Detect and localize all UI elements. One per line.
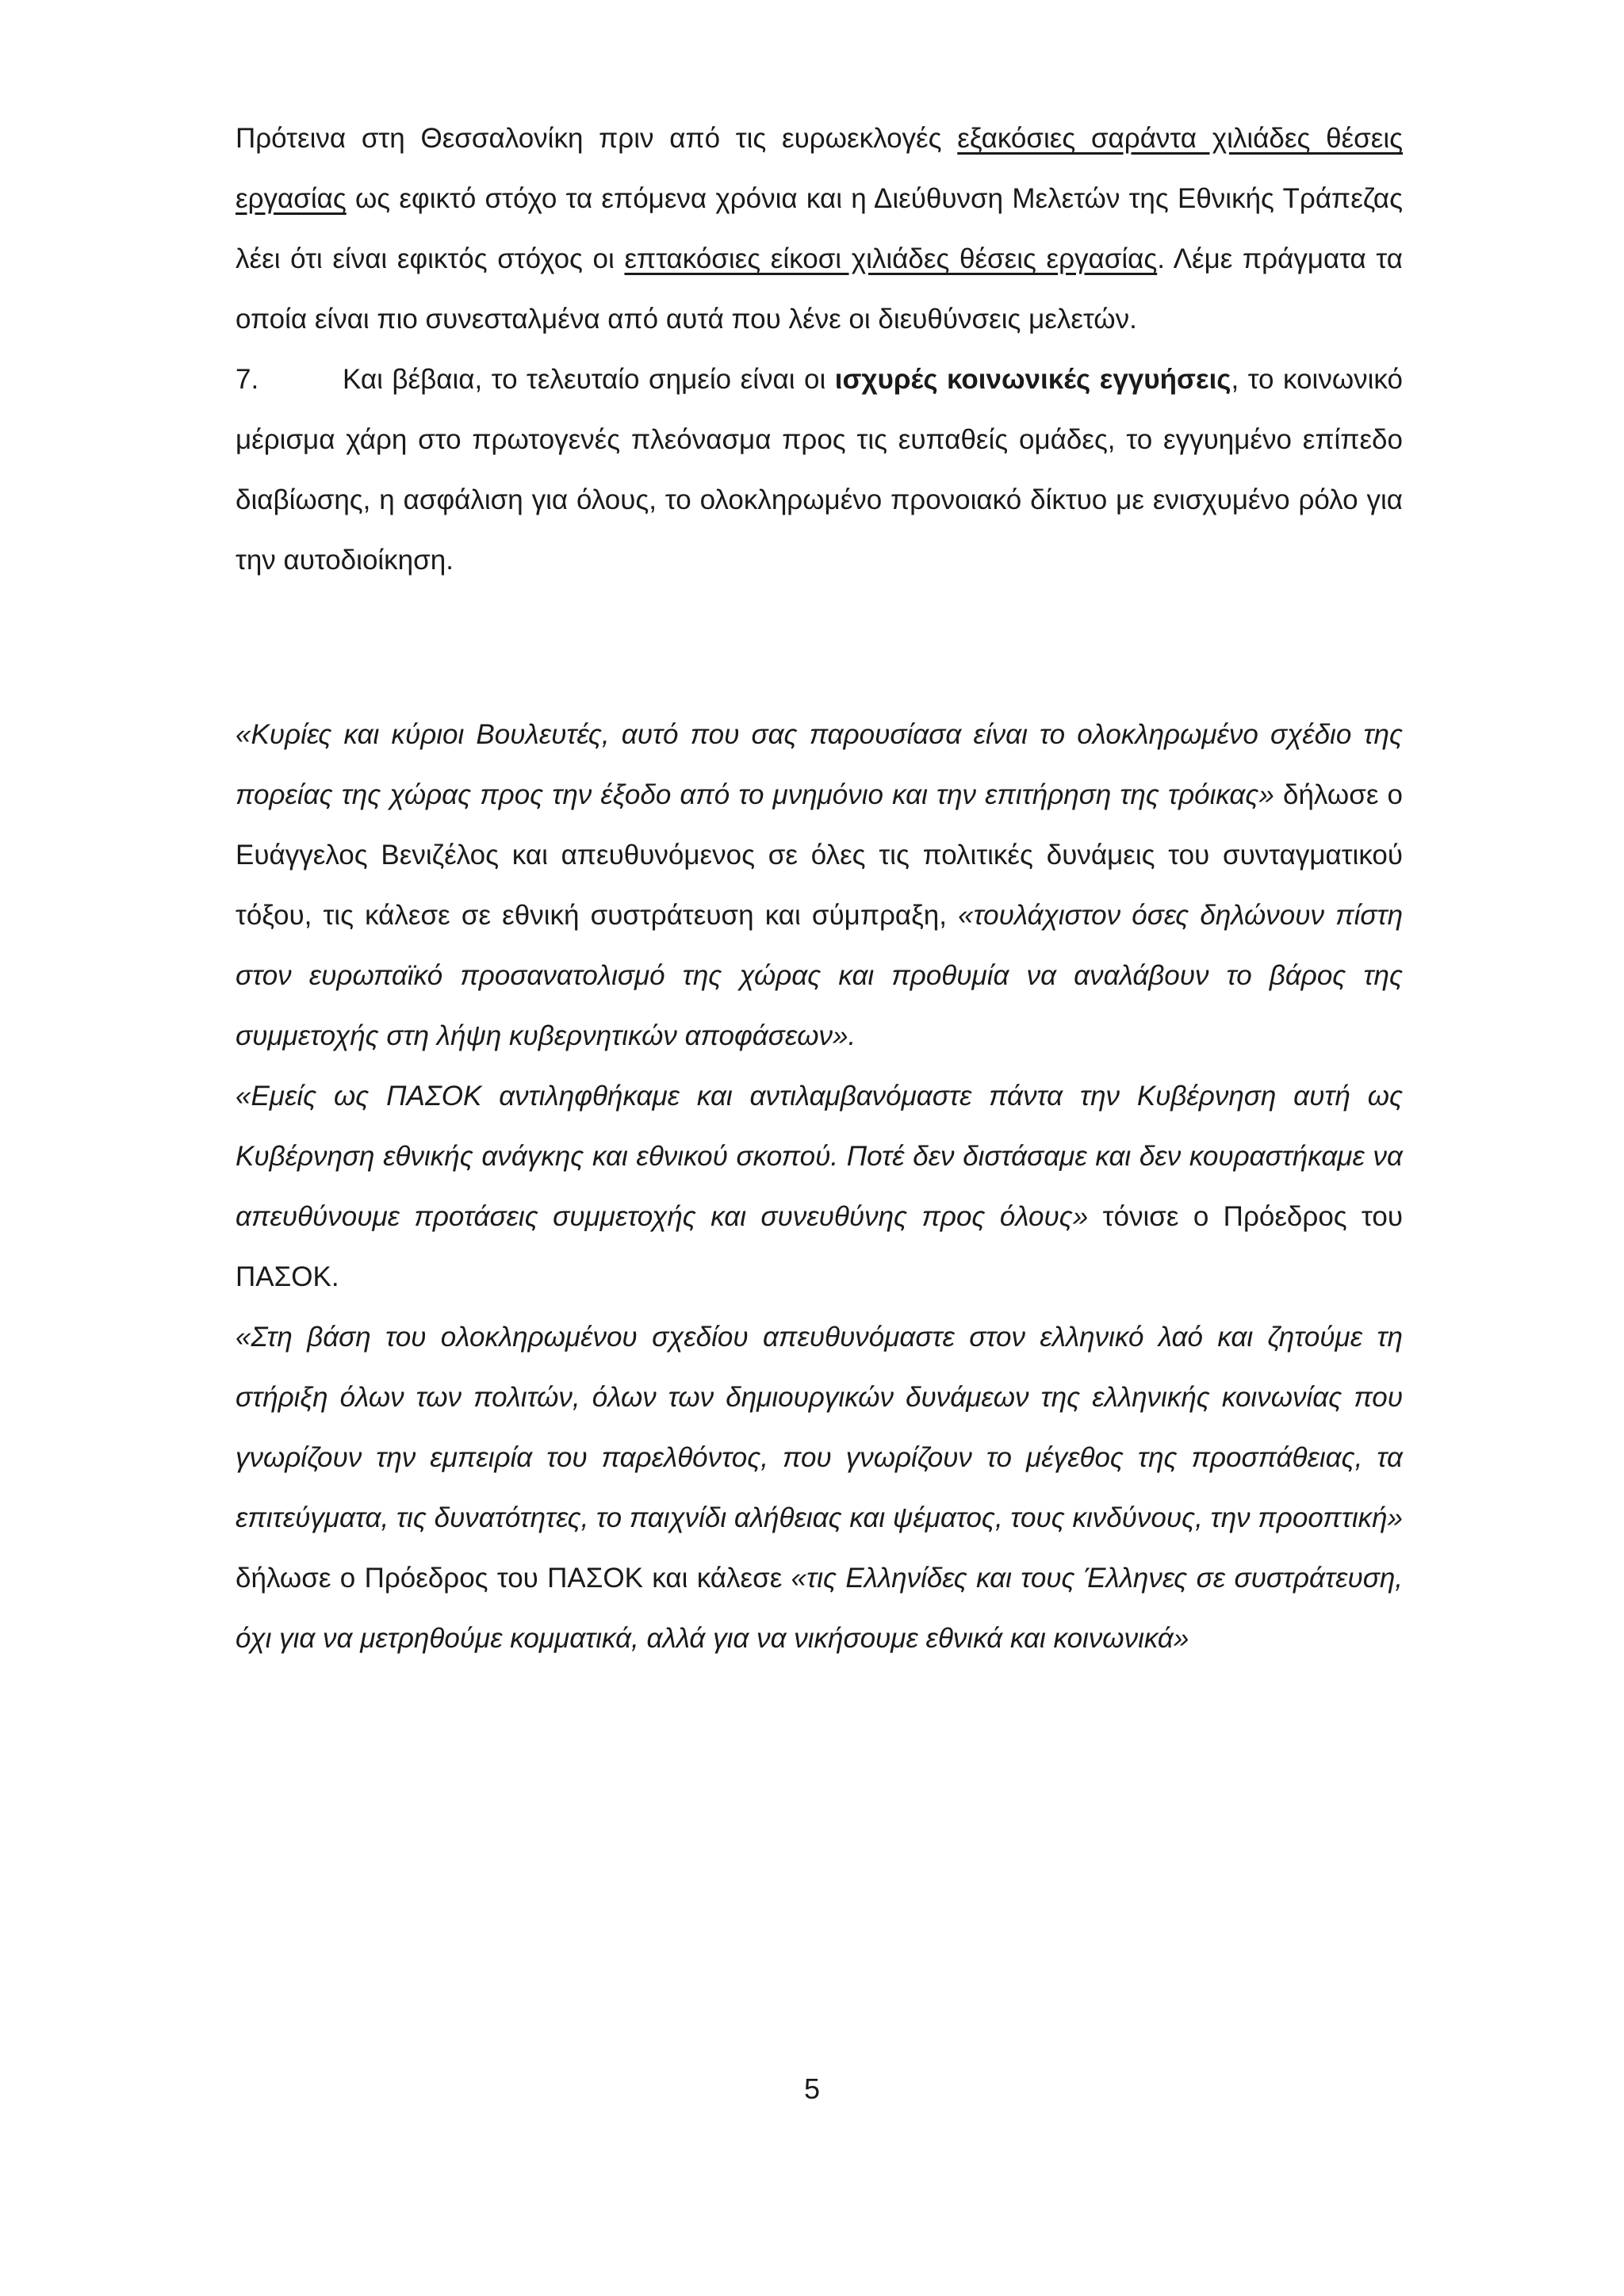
text-run: Πρότεινα στη Θεσσαλονίκη πριν από τις ευρωεκλογές [236,123,958,154]
paragraph-quote-plan [236,705,1403,1066]
text-run: δήλωσε ο Πρόεδρος του ΠΑΣΟΚ και κάλεσε [236,1563,791,1594]
text-run: δήλωσε ο Ευάγγελος Βενιζέλος και απευθυνόμενος σε όλες τις πολιτικές δυνάμεις του συνταγματικού τόξου, τις κάλεσε σε εθνική συστράτευση και σύμπραξη, [236,779,1403,931]
text-run: τόνισε ο Πρόεδρος του ΠΑΣΟΚ. [236,1201,1403,1292]
list-item-7 [236,350,1403,591]
paragraph-job-targets [236,109,1403,350]
text-block-top [236,109,1403,591]
text-run: . Λέμε πράγματα τα οποία είναι πιο συνεσταλμένα από αυτά που λένε οι διευθύνσεις μελετών. [236,243,1403,335]
text-block-quotes [236,705,1403,1669]
paragraph-quote-support [236,1307,1403,1669]
italic-quote: «Εμείς ως ΠΑΣΟΚ αντιληφθήκαμε και αντιλαμβανόμαστε πάντα την Κυβέρνηση αυτή ως Κυβέρνηση εθνικής ανάγκης και εθνικού σκοπού. Ποτέ δεν διστάσαμε και δεν κουραστήκαμε να απευθύνουμε προτάσεις συμμετοχής και συνευθύνης προς όλους» [236,1081,1403,1232]
italic-quote: «τουλάχιστον όσες δηλώνουν πίστη στον ευρωπαϊκό προσανατολισμό της χώρας και προθυμία να αναλάβουν το βάρος της συμμετοχής στη λήψη κυβερνητικών αποφάσεων». [236,900,1403,1051]
text-run: ως εφικτό στόχο τα επόμενα χρόνια και η Διεύθυνση Μελετών της Εθνικής Τράπεζας λέει ότι είναι εφικτός στόχος οι [236,183,1403,274]
bold-text: ισχυρές κοινωνικές εγγυήσεις [834,364,1231,395]
italic-quote: «Στη βάση του ολοκληρωμένου σχεδίου απευθυνόμαστε στον ελληνικό λαό και ζητούμε τη στήριξη όλων των πολιτών, όλων των δημιουργικών δυνάμεων της ελληνικής κοινωνίας που γνωρίζουν την εμπειρία του παρελθόντος, που γνωρίζουν το μέγεθος της προσπάθειας, τα επιτεύγματα, τις δυνατότητες, το παιχνίδι αλήθειας και ψέματος, τους κινδύνους, την προοπτική» [236,1322,1403,1533]
page-number: 5 [803,2072,821,2105]
italic-quote: «τις Ελληνίδες και τους Έλληνες σε συστράτευση, όχι για να μετρηθούμε κομματικά, αλλά για να νικήσουμε εθνικά και κοινωνικά» [236,1563,1403,1654]
underlined-text: εξακόσιες σαράντα χιλιάδες θέσεις εργασίας [236,123,1403,214]
text-run: Και βέβαια, το τελευταίο σημείο είναι οι [343,364,835,395]
underlined-text: επτακόσιες είκοσι χιλιάδες θέσεις εργασίας [624,243,1158,274]
text-run: , το κοινωνικό μέρισμα χάρη στο πρωτογενές πλεόνασμα προς τις ευπαθείς ομάδες, το εγγυημένο επίπεδο διαβίωσης, η ασφάλιση για όλους, το ολοκληρωμένο προνοιακό δίκτυο με ενισχυμένο ρόλο για την αυτοδιοίκηση. [236,364,1403,576]
paragraph-quote-pasok [236,1066,1403,1307]
italic-quote: «Κυρίες και κύριοι Βουλευτές, αυτό που σας παρουσίασα είναι το ολοκληρωμένο σχέδιο της πορείας της χώρας προς την έξοδο από το μνημόνιο και την επιτήρηση της τρόικας» [236,719,1403,810]
list-number: 7. [236,364,259,395]
